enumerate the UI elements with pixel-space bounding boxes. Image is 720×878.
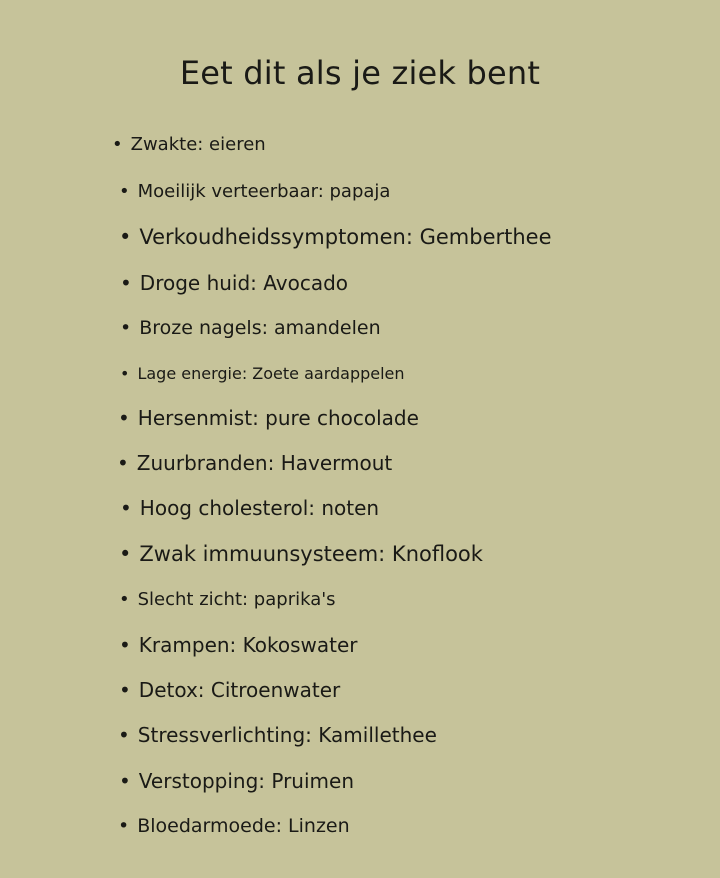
list-item-text: Stressverlichting: Kamillethee (137, 723, 437, 747)
list-item-text: Moeilijk verteerbaar: papaja (137, 181, 391, 202)
list-item-text: Lage energie: Zoete aardappelen (137, 364, 405, 383)
list-item-high-cholesterol (120, 496, 379, 520)
list-item-cramps (119, 633, 358, 657)
bullet-icon: • (119, 224, 132, 249)
list-item-stress-relief (118, 723, 437, 747)
bullet-icon: • (118, 723, 130, 747)
list-item-brittle-nails (120, 317, 381, 339)
list-item-constipation (119, 769, 354, 793)
bullet-icon: • (119, 633, 131, 657)
list-item-text: Zuurbranden: Havermout (136, 451, 393, 475)
list-item-heartburn (117, 451, 392, 475)
list-item-text: Hersenmist: pure chocolade (137, 406, 419, 430)
list-item-text: Detox: Citroenwater (138, 678, 341, 702)
bullet-icon: • (119, 180, 130, 202)
page-title: Eet dit als je ziek bent (179, 54, 541, 92)
list-item-anemia (118, 815, 350, 837)
list-item-text: Slecht zicht: paprika's (137, 589, 336, 610)
list-item-text: Zwak immuunsysteem: Knoflook (139, 542, 483, 566)
list-item-text: Krampen: Kokoswater (138, 633, 358, 657)
bullet-icon: • (119, 769, 131, 793)
bullet-icon: • (112, 133, 123, 155)
list-item-weak-immune-system (119, 542, 483, 566)
list-item-cold-symptoms (119, 225, 552, 249)
list-item-indigestion (119, 181, 390, 202)
list-item-text: Bloedarmoede: Linzen (137, 815, 350, 837)
bullet-icon: • (119, 588, 130, 610)
list-item-text: Broze nagels: amandelen (139, 317, 381, 339)
bullet-icon: • (117, 451, 129, 475)
list-item-text: Droge huid: Avocado (139, 271, 349, 295)
list-item-weakness (112, 134, 266, 155)
bullet-icon: • (118, 814, 130, 837)
bullet-icon: • (120, 496, 132, 520)
list-item-text: Zwakte: eieren (130, 134, 266, 155)
bullet-icon: • (119, 541, 132, 566)
bullet-icon: • (120, 363, 130, 383)
list-item-text: Verstopping: Pruimen (138, 769, 354, 793)
bullet-icon: • (120, 316, 132, 339)
bullet-icon: • (119, 678, 131, 702)
bullet-icon: • (120, 271, 132, 295)
list-item-text: Verkoudheidssymptomen: Gemberthee (139, 225, 552, 249)
list-item-low-energy (120, 364, 405, 383)
list-item-poor-vision (119, 589, 336, 610)
bullet-icon: • (118, 406, 130, 430)
list-item-dry-skin (120, 271, 348, 295)
list-item-detox (119, 678, 340, 702)
list-item-brain-fog (118, 406, 419, 430)
list-item-text: Hoog cholesterol: noten (139, 496, 380, 520)
